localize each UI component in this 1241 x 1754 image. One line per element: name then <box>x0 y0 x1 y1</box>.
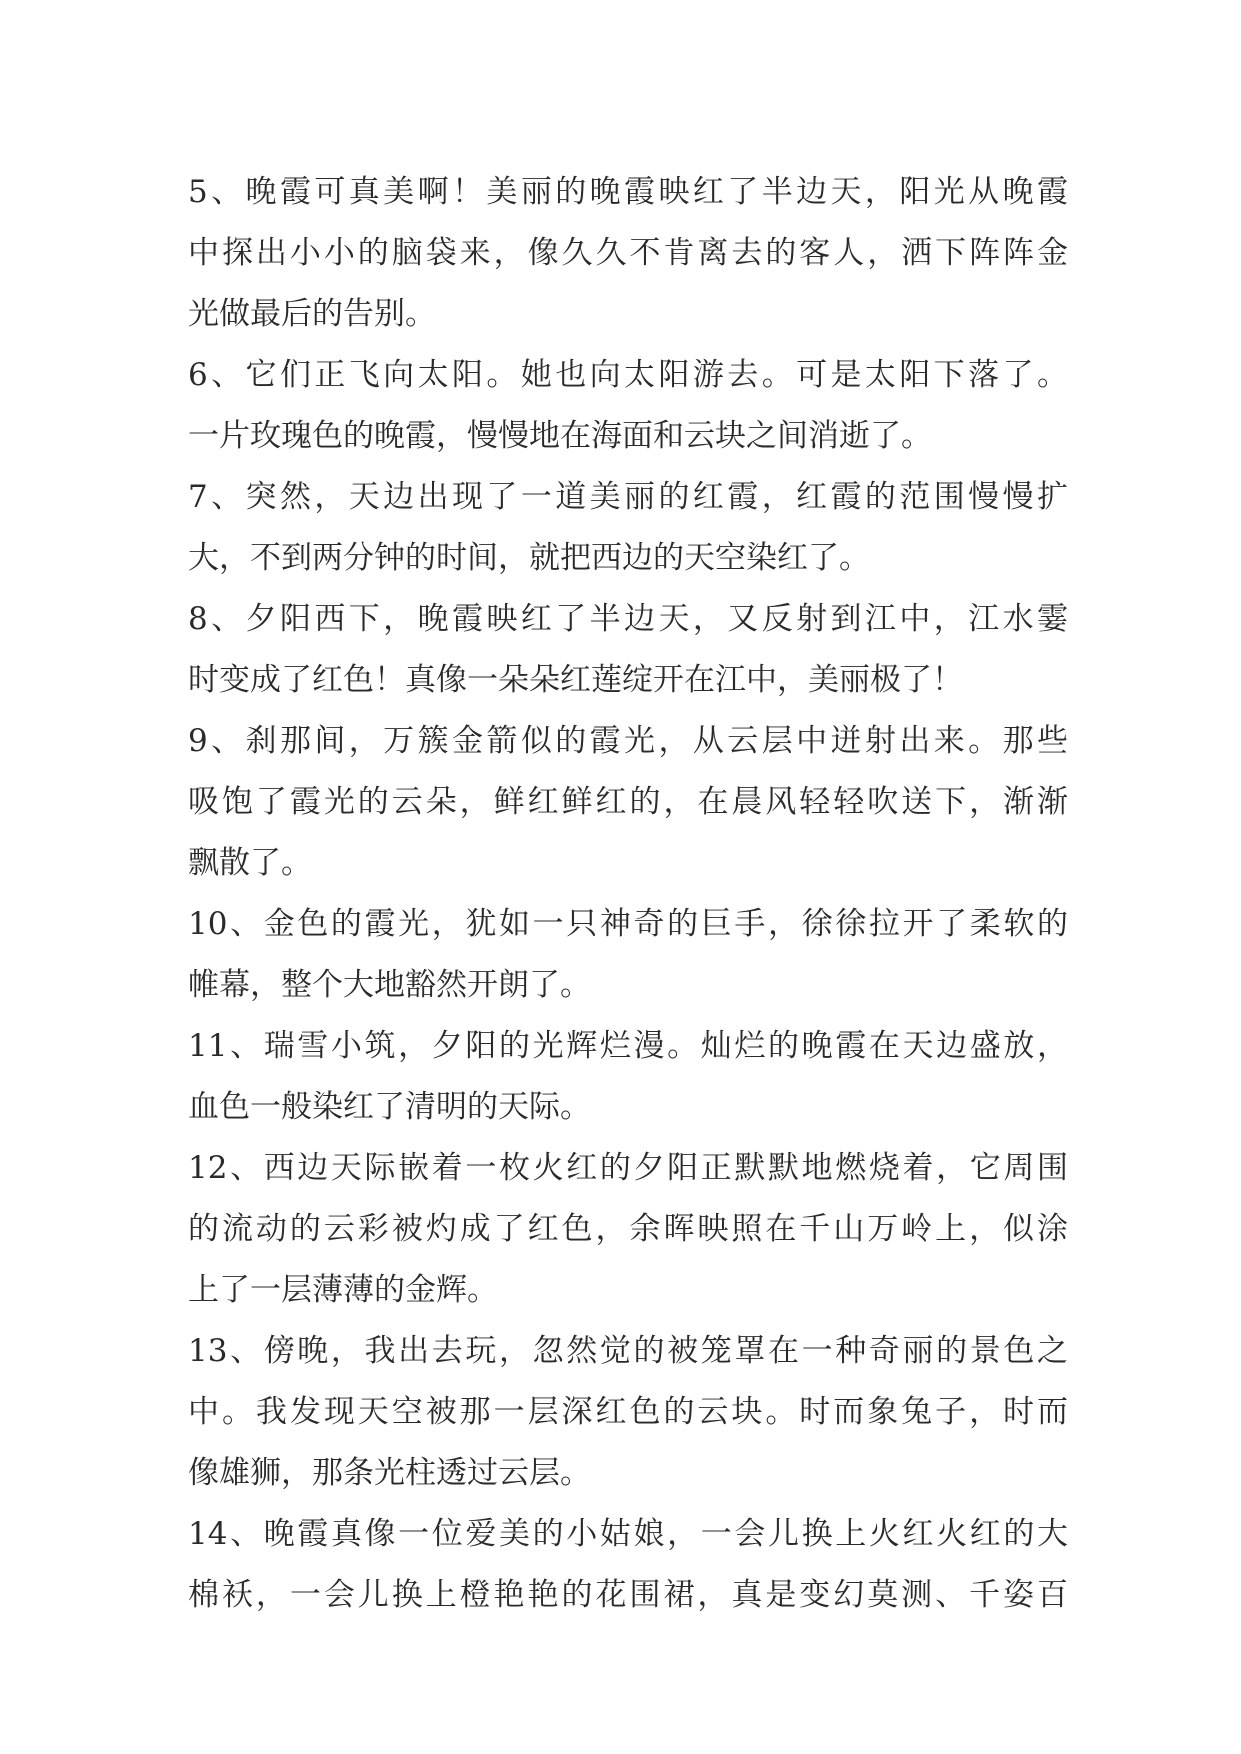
text-line: 8、夕阳西下，晚霞映红了半边天，又反射到江中，江水霎 <box>188 601 1068 637</box>
paragraph-8 <box>188 589 1068 711</box>
text-line: 10、金色的霞光，犹如一只神奇的巨手，徐徐拉开了柔软的 <box>188 906 1068 942</box>
paragraph-9 <box>188 711 1068 894</box>
text-line: 12、西边天际嵌着一枚火红的夕阳正默默地燃烧着，它周围 <box>188 1150 1068 1186</box>
text-line: 14、晚霞真像一位爱美的小姑娘，一会儿换上火红火红的大 <box>188 1516 1068 1552</box>
text-line: 的流动的云彩被灼成了红色，余晖映照在千山万岭上，似涂 <box>188 1211 1068 1247</box>
text-line: 光做最后的告别。 <box>188 296 436 332</box>
text-line: 9、刹那间，万簇金箭似的霞光，从云层中迸射出来。那些 <box>188 723 1068 759</box>
text-line: 7、突然，天边出现了一道美丽的红霞，红霞的范围慢慢扩 <box>188 479 1068 515</box>
text-line: 一片玫瑰色的晚霞，慢慢地在海面和云块之间消逝了。 <box>188 418 932 454</box>
text-line: 棉袄，一会儿换上橙艳艳的花围裙，真是变幻莫测、千姿百 <box>188 1577 1068 1613</box>
text-line: 像雄狮，那条光柱透过云层。 <box>188 1455 591 1491</box>
paragraph-10 <box>188 894 1068 1016</box>
text-line: 5、晚霞可真美啊！美丽的晚霞映红了半边天，阳光从晚霞 <box>188 174 1068 210</box>
text-line: 血色一般染红了清明的天际。 <box>188 1089 591 1125</box>
text-line: 13、傍晚，我出去玩，忽然觉的被笼罩在一种奇丽的景色之 <box>188 1333 1068 1369</box>
text-line: 中探出小小的脑袋来，像久久不肯离去的客人，洒下阵阵金 <box>188 235 1068 271</box>
text-line: 时变成了红色！真像一朵朵红莲绽开在江中，美丽极了！ <box>188 662 963 698</box>
text-line: 6、它们正飞向太阳。她也向太阳游去。可是太阳下落了。 <box>188 357 1068 393</box>
paragraph-6 <box>188 345 1068 467</box>
text-line: 中。我发现天空被那一层深红色的云块。时而象兔子，时而 <box>188 1394 1068 1430</box>
document-body <box>188 162 1068 1626</box>
text-line: 飘散了。 <box>188 845 312 881</box>
text-line: 吸饱了霞光的云朵，鲜红鲜红的，在晨风轻轻吹送下，渐渐 <box>188 784 1068 820</box>
text-line: 大，不到两分钟的时间，就把西边的天空染红了。 <box>188 540 870 576</box>
paragraph-12 <box>188 1138 1068 1321</box>
paragraph-14 <box>188 1504 1068 1626</box>
text-line: 上了一层薄薄的金辉。 <box>188 1272 498 1308</box>
text-line: 11、瑞雪小筑，夕阳的光辉烂漫。灿烂的晚霞在天边盛放， <box>188 1028 1068 1064</box>
text-line: 帷幕，整个大地豁然开朗了。 <box>188 967 591 1003</box>
paragraph-7 <box>188 467 1068 589</box>
paragraph-13 <box>188 1321 1068 1504</box>
paragraph-5 <box>188 162 1068 345</box>
paragraph-11 <box>188 1016 1068 1138</box>
